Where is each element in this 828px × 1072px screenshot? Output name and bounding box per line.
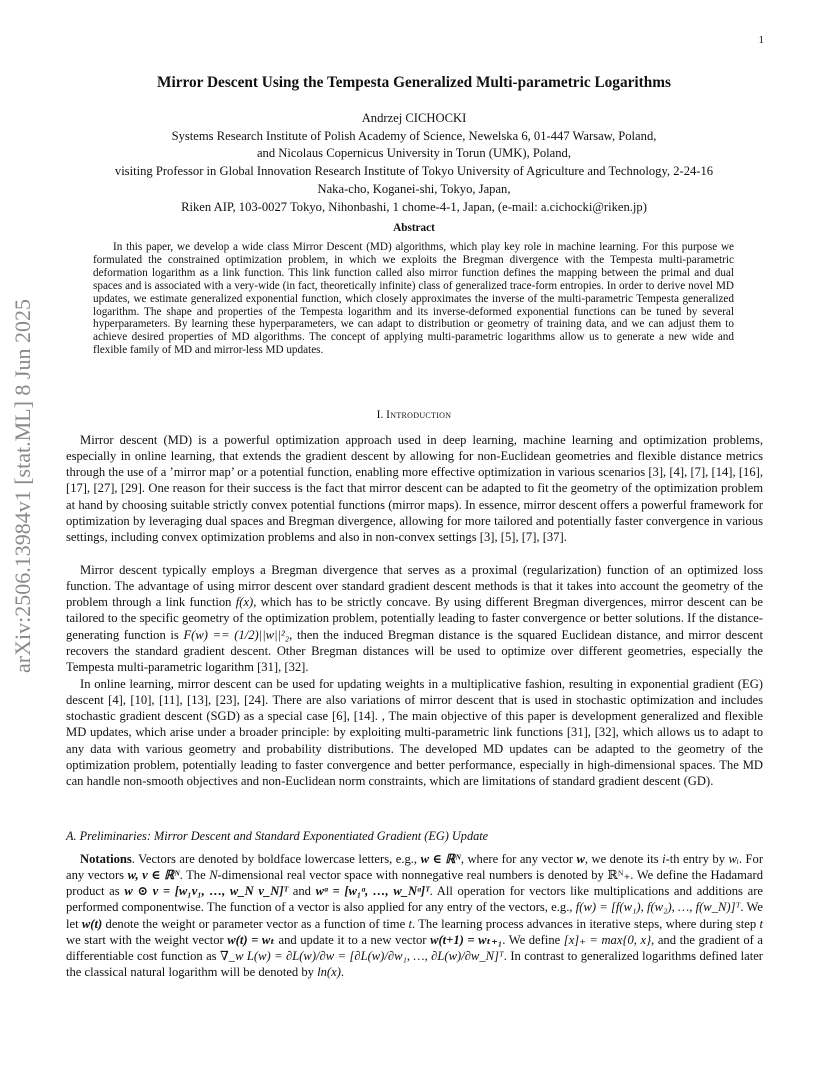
author-block <box>60 110 768 216</box>
math-inline: wᵢ <box>728 852 739 866</box>
notations-label: Notations <box>80 852 132 866</box>
math-inline: i <box>662 852 666 866</box>
math-inline: N <box>209 868 218 883</box>
abstract-heading: Abstract <box>393 222 435 234</box>
abstract-text: In this paper, we develop a wide class Mirror Descent (MD) algorithms, which play key role in machine learning. For this purpose we formulated the constrained optimization problem, in which we exploits the Bregman divergence with the Tempesta multi-parametric deformation logarithm as a link function. This link function called also mirror function defines the mapping between the primal and dual spaces and is associated with a very-wide (in fact, theoretically infinite) class of generalized trace-form entropies. In order to derive novel MD updates, we estimate generalized exponential function, which closely approximates the inverse of the multi-parametric Tempesta generalized logarithm. The shape and properties of the Tempesta logarithm and its inverse-deformed exponential functions can be tuned by several hyperparameters. By learning these hyperparameters, we can adapt to distribution or geometry of training data, and we can adjust them to achieve desired properties of MD algorithms. The concept of applying multi-parametric logarithms allow us to generate a new wide and flexible family of MD and mirror-less MD updates. <box>93 241 734 357</box>
text-run: , which has to be strictly concave. By using different Bregman divergences, mirror descent can be tailored to the specific geometry of the optimization problem, potentially leading to faster convergence or better solutions. If the distance-generating function is <box>66 595 763 642</box>
affiliation-line: and Nicolaus Copernicus University in Torun (UMK), Poland, <box>256 146 572 161</box>
text-run: , and the gradient of a differentiable cost function as <box>66 932 764 963</box>
math-inline: [x]₊ = max{0, x} <box>563 932 652 947</box>
text-run: -dimensional real vector space with nonnegative real numbers is denoted by <box>217 868 608 883</box>
affiliation-line: visiting Professor in Global Innovation Research Institute of Tokyo University of Agriculture and Technology, 2-24-16 <box>114 164 714 179</box>
math-inline: w <box>576 852 585 866</box>
text-run: denote the weight or parameter vector as a function of time <box>102 916 409 931</box>
math-inline: w(t) <box>81 916 103 931</box>
text-run: and <box>288 884 316 899</box>
math-inline: w ∈ ℝᴺ <box>420 852 461 866</box>
text-run: and update it to a new vector <box>274 932 431 947</box>
text-run: Mirror descent typically employs a Bregman divergence that serves as a proximal (regularization) function of an optimized loss function. The advantage of using mirror descent over standard gradient descent methods is that it takes into account the geometry of the problem through a link function <box>66 563 763 610</box>
affiliation-line: Naka-cho, Koganei-shi, Tokyo, Japan, <box>317 181 511 196</box>
text-run: . For any vectors <box>66 852 764 883</box>
text-run: . All operation for vectors like multiplications and additions are performed componentwise. The function of a vector is also applied for any entry of the vectors, e.g., <box>66 884 763 915</box>
author-name: Andrzej CICHOCKI <box>361 111 467 125</box>
intro-paragraph-3 <box>66 676 763 789</box>
text-run: , then the induced Bregman distance is the squared Euclidean distance, and mirror descent recovers the standard gradient descent. Other Bregman distances will be used to optimize over different geometries, especially the Tempesta multi-parametric logarithm [31], [32]. <box>66 627 763 674</box>
text-run: . In contrast to generalized logarithms defined later the classical natural logarithm will be denoted by <box>66 948 763 980</box>
math-inline: F(w) == (1/2)||w||²₂ <box>183 627 290 642</box>
intro-paragraph-2 <box>66 562 763 675</box>
paragraph-text: In online learning, mirror descent can be used for updating weights in a multiplicative fashion, resulting in exponential gradient (EG) descent [4], [10], [11], [13], [23], [24]. There are also variations of mirror descent that is used in stochastic optimization and includes stochastic gradient descent (SGD) as a special case [6], [14]. , The main objective of this paper is development generalized and flexible MD updates, which arise under a broader principle: by exploiting multi-parametric link functions [31], [32], which allows us to adapt to any data with various geometry and probability distributions. The developed MD updates can be adapted to the geometry of the optimization problem, potentially leading to faster convergence and better performance, especially in high-dimensional spaces. The MD can handle non-smooth objectives and non-Euclidean norm constraints, which are limitations of standard gradient descent (GD). <box>66 677 763 788</box>
text-run: . Vectors are denoted by boldface lowercase letters, e.g., <box>131 852 421 866</box>
page-number: 1 <box>758 34 764 46</box>
math-inline: t <box>759 916 763 931</box>
subsection-heading: A. Preliminaries: Mirror Descent and Standard Exponentiated Gradient (EG) Update <box>66 829 489 843</box>
math-inline: ℝᴺ₊ <box>607 868 631 883</box>
math-inline: ln(x) <box>317 965 341 980</box>
paragraph-text: Mirror descent (MD) is a powerful optimization approach used in deep learning, machine learning and optimization problems, especially in online learning, that extends the gradient descent by allowing for non-Euclidean geometries and flexible distance metrics through the use of a ’mirror map’ or a potential function, enabling more effective optimization in various scenarios [3], [4], [7], [14], [16], [17], [27], [29]. One reason for their success is the fact that mirror descent can be adapted to fit the geometry of the optimization problem at hand by choosing suitable strictly convex potential functions (mirror maps). In essence, mirror descent offers a powerful framework for optimization by leveraging dual spaces and Bregman divergence, allowing for more tailored and potentially faster convergence in various settings, including convex optimization problems and also in non-convex settings [3], [5], [7], [37]. <box>66 433 763 544</box>
section-heading <box>0 409 828 421</box>
math-inline: w, v ∈ ℝᴺ <box>127 868 180 883</box>
intro-paragraph-1 <box>66 432 763 545</box>
arxiv-identifier-stamp <box>8 296 38 676</box>
math-inline: f(w) = [f(w₁), f(w₂), …, f(w_N)]ᵀ <box>575 900 741 915</box>
text-run: . We define <box>502 932 564 947</box>
text-run: . <box>340 965 345 980</box>
paper-title: Mirror Descent Using the Tempesta Generalized Multi-parametric Logarithms <box>157 74 671 91</box>
arxiv-identifier-text: arXiv:2506.13984v1 [stat.ML] 8 Jun 2025 <box>10 299 35 673</box>
math-inline: w ⊙ v = [w₁v₁, …, w_N v_N]ᵀ <box>124 884 289 899</box>
text-run: . We let <box>66 900 763 931</box>
math-inline: w(t) = wₜ <box>227 932 275 947</box>
math-inline: t <box>408 916 412 931</box>
paragraph-text <box>66 851 763 980</box>
section-title: Introduction <box>386 409 452 421</box>
math-inline: w(t+1) = wₜ₊₁ <box>430 932 503 947</box>
text-run: we start with the weight vector <box>66 932 228 947</box>
math-inline: ∇_w L(w) = ∂L(w)/∂w = [∂L(w)/∂w₁, …, ∂L(w)/∂w_N]ᵀ <box>219 948 504 963</box>
math-inline: wᵅ = [w₁ᵅ, …, w_Nᵅ]ᵀ <box>315 884 430 899</box>
math-inline: f(x) <box>235 595 254 610</box>
text-run: , we denote its <box>584 852 663 866</box>
affiliation-line: Riken AIP, 103-0027 Tokyo, Nihonbashi, 1 chome-4-1, Japan, (e-mail: a.cichocki@riken.jp) <box>181 199 647 214</box>
text-run: . The <box>179 868 210 883</box>
notations-paragraph <box>66 851 763 980</box>
section-number: I. <box>376 409 384 421</box>
text-run: . The learning process advances in iterative steps, where during step <box>411 916 760 931</box>
text-run: , where for any vector <box>460 852 577 866</box>
text-run: -th entry by <box>665 852 729 866</box>
paragraph-text <box>66 562 763 675</box>
affiliation-line: Systems Research Institute of Polish Academy of Science, Newelska 6, 01-447 Warsaw, Poland, <box>171 128 657 143</box>
text-run: . We define the Hadamard product as <box>66 868 763 899</box>
